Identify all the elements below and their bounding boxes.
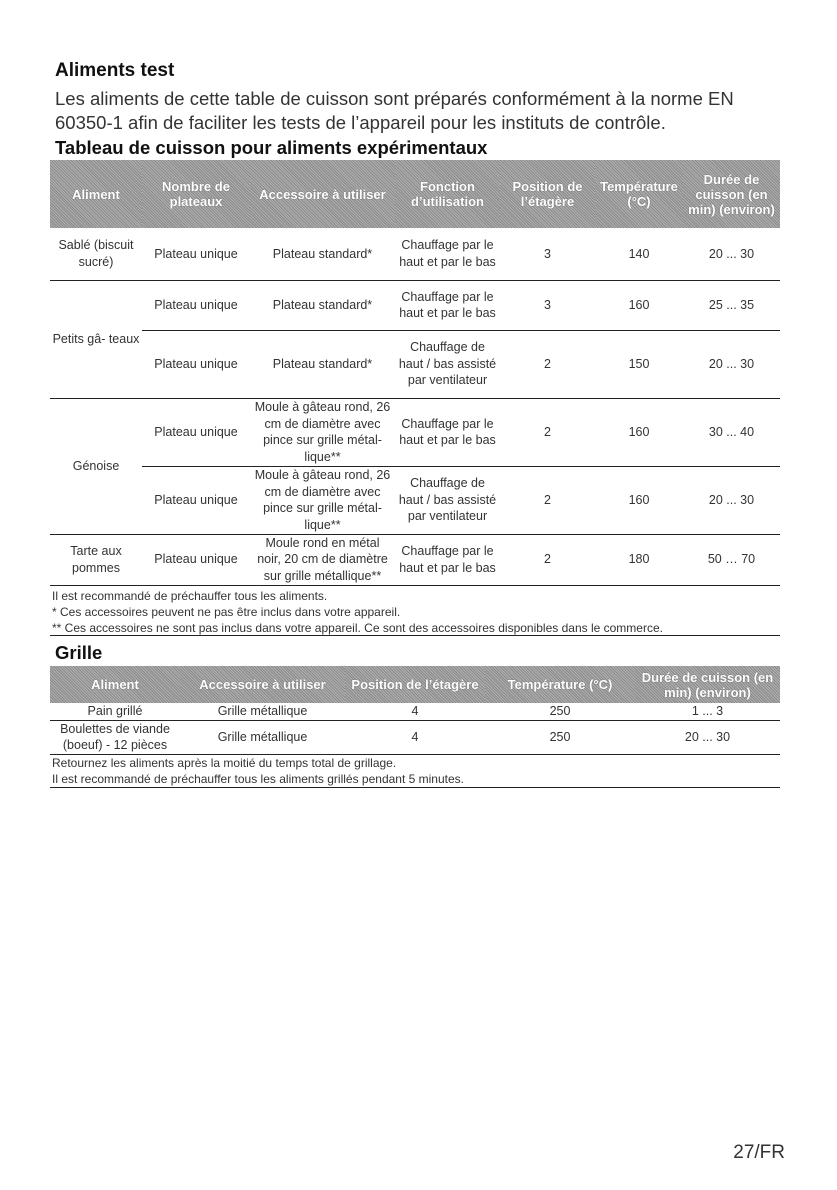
col-header: Position de l’étagère <box>345 666 485 703</box>
table-row <box>50 703 780 720</box>
table-header <box>50 666 780 703</box>
table-row <box>50 330 780 398</box>
cell-fonction: Chauffage par le haut et par le bas <box>399 416 496 447</box>
table-row <box>50 280 780 330</box>
cell-accessoire: Grille métallique <box>217 704 308 718</box>
col-header: Accessoire à utiliser <box>250 160 395 228</box>
cell-fonction: Chauffage de haut / bas assisté par ventilateur <box>398 340 497 388</box>
cell-position: 4 <box>411 729 419 744</box>
page-number: 27/FR <box>733 1142 785 1163</box>
note: * Ces accessoires peuvent ne pas être inclus dans votre appareil. <box>52 605 401 619</box>
note: Il est recommandé de préchauffer tous les aliments grillés pendant 5 minutes. <box>52 772 464 786</box>
cell-duree: 30 ... 40 <box>708 424 755 439</box>
table-header <box>50 160 780 228</box>
cell-duree: 20 ... 30 <box>684 729 731 744</box>
cell-temp: 160 <box>628 424 650 439</box>
cell-temp: 150 <box>628 356 650 371</box>
cell-accessoire: Moule rond en métal noir, 20 cm de diamètre sur grille métallique** <box>257 535 388 583</box>
cell-temp: 250 <box>549 704 571 718</box>
col-header: Aliment <box>50 160 142 228</box>
cell-accessoire: Grille métallique <box>217 729 308 744</box>
col-header: Température (°C) <box>595 160 683 228</box>
cell-plateaux: Plateau unique <box>154 552 238 567</box>
cell-aliment: Boulettes de viande (boeuf) - 12 pièces <box>60 721 170 752</box>
cell-position: 2 <box>544 492 551 507</box>
cell-aliment: Petits gâ- teaux <box>50 280 142 398</box>
cell-fonction: Chauffage par le haut et par le bas <box>399 544 496 575</box>
cell-position: 2 <box>544 356 551 371</box>
cell-accessoire: Moule à gâteau rond, 26 cm de diamètre avec pince sur grille métal- lique** <box>254 400 391 464</box>
cell-plateaux: Plateau unique <box>154 356 238 371</box>
cell-plateaux: Plateau unique <box>154 297 238 312</box>
section-title: Aliments test <box>55 60 175 81</box>
cell-duree: 20 ... 30 <box>708 492 755 507</box>
cell-duree: 20 ... 30 <box>708 246 755 261</box>
cell-position: 3 <box>544 246 551 261</box>
table1-notes <box>52 588 663 636</box>
cell-duree: 1 ... 3 <box>691 704 724 718</box>
table1-title: Tableau de cuisson pour aliments expérimentaux <box>55 137 488 158</box>
cell-temp: 250 <box>549 729 571 744</box>
table2-notes <box>52 755 464 787</box>
cell-temp: 160 <box>628 297 650 312</box>
col-header: Accessoire à utiliser <box>180 666 345 703</box>
col-header: Position de l’étagère <box>500 160 595 228</box>
cell-aliment: Génoise <box>50 398 142 534</box>
cooking-table <box>50 160 780 586</box>
table2-title: Grille <box>55 642 103 663</box>
table-row <box>50 534 780 585</box>
cell-duree: 50 … 70 <box>707 552 756 567</box>
cell-plateaux: Plateau unique <box>154 492 238 507</box>
table-row <box>50 398 780 466</box>
cell-fonction: Chauffage de haut / bas assisté par ventilateur <box>398 476 497 524</box>
cell-duree: 20 ... 30 <box>708 356 755 371</box>
cell-temp: 180 <box>628 552 650 567</box>
cell-accessoire: Plateau standard* <box>272 297 373 312</box>
col-header: Fonction d’utilisation <box>395 160 500 228</box>
table-row <box>50 466 780 534</box>
note: Retournez les aliments après la moitié du temps total de grillage. <box>52 756 397 770</box>
col-header: Durée de cuisson (en min) (environ) <box>683 160 780 228</box>
cell-accessoire: Moule à gâteau rond, 26 cm de diamètre avec pince sur grille métal- lique** <box>254 468 391 532</box>
cell-duree: 25 ... 35 <box>708 297 755 312</box>
col-header: Aliment <box>50 666 180 703</box>
table-row <box>50 720 780 754</box>
cell-accessoire: Plateau standard* <box>272 356 373 371</box>
cell-accessoire: Plateau standard* <box>272 246 373 261</box>
cell-plateaux: Plateau unique <box>154 246 238 261</box>
cell-plateaux: Plateau unique <box>154 424 238 439</box>
divider <box>50 787 780 788</box>
cell-temp: 160 <box>628 492 650 507</box>
col-header: Durée de cuisson (en min) (environ) <box>635 666 780 703</box>
cell-aliment: Sablé (biscuit sucré) <box>58 238 134 269</box>
cell-position: 2 <box>544 552 551 567</box>
cell-fonction: Chauffage par le haut et par le bas <box>399 289 496 320</box>
cell-position: 2 <box>544 424 551 439</box>
cell-aliment: Tarte aux pommes <box>70 544 122 575</box>
note: Il est recommandé de préchauffer tous les aliments. <box>52 589 328 603</box>
note: ** Ces accessoires ne sont pas inclus dans votre appareil. Ce sont des accessoires disponibles dans le commerce. <box>52 621 663 635</box>
grill-table <box>50 666 780 755</box>
col-header: Nombre de plateaux <box>142 160 250 228</box>
cell-temp: 140 <box>628 246 650 261</box>
table-row <box>50 228 780 280</box>
cell-position: 4 <box>411 704 419 718</box>
cell-fonction: Chauffage par le haut et par le bas <box>399 238 496 269</box>
intro-text: Les aliments de cette table de cuisson sont préparés conformément à la norme EN 60350-1 afin de faciliter les tests de l’appareil pour les instituts de contrôle. <box>55 88 734 133</box>
cell-position: 3 <box>544 297 551 312</box>
col-header: Température (°C) <box>485 666 635 703</box>
cell-aliment: Pain grillé <box>87 704 143 718</box>
divider <box>50 635 780 636</box>
